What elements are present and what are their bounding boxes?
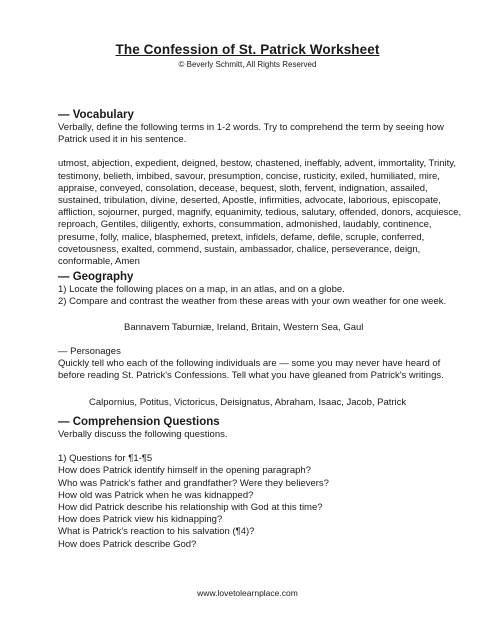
- question-group-label: 1) Questions for ¶1-¶5: [58, 453, 153, 465]
- page-title: The Confession of St. Patrick Worksheet: [115, 42, 380, 57]
- personages-names: Calpornius, Potitus, Victoricus, Deisignatus, Abraham, Isaac, Jacob, Patrick: [89, 396, 407, 408]
- personages-heading: — Personages: [58, 346, 121, 357]
- geography-heading: — Geography: [58, 271, 134, 283]
- question-item: How does Patrick view his kidnapping?: [58, 514, 223, 526]
- geography-instruction: 1) Locate the following places on a map, in an atlas, and on a globe.: [58, 284, 345, 295]
- vocabulary-instructions-line: Patrick used it in his sentence.: [58, 134, 187, 146]
- question-item: What is Patrick's reaction to his salvation (¶4)?: [58, 526, 255, 538]
- vocabulary-terms-line: appraise, conveyed, consolation, decease, bequest, sloth, fervent, indignation, assailed,: [58, 182, 428, 194]
- vocabulary-terms-line: presume, folly, malice, blasphemed, pretext, infidels, defame, defile, scruple, conferred,: [58, 231, 425, 243]
- geography-instruction: 2) Compare and contrast the weather from these areas with your own weather for one week.: [58, 296, 447, 308]
- vocabulary-terms-line: conformable, Amen: [58, 256, 140, 268]
- geography-places: Bannavem Taburniæ, Ireland, Britain, Western Sea, Gaul: [124, 322, 364, 334]
- personages-section: [58, 346, 458, 409]
- vocabulary-heading: — Vocabulary: [58, 109, 134, 121]
- personages-instructions-line: Quickly tell who each of the following individuals are — some you may never have heard of: [58, 358, 441, 370]
- question-item: How old was Patrick when he was kidnapped?: [58, 489, 254, 501]
- question-item: How did Patrick describe his relationship with God at this time?: [58, 502, 323, 514]
- comprehension-instructions: Verbally discuss the following questions.: [58, 429, 228, 440]
- question-item: How does Patrick describe God?: [58, 538, 197, 550]
- footer-url: www.lovetolearnplace.com: [197, 588, 298, 598]
- vocabulary-terms-line: testimony, belieth, imbibed, savour, presumption, concise, rusticity, exiled, humiliated, mire,: [58, 170, 440, 182]
- question-item: Who was Patrick's father and grandfather? Were they believers?: [58, 477, 329, 489]
- question-item: How does Patrick identify himself in the opening paragraph?: [58, 465, 311, 477]
- vocabulary-section: [58, 108, 462, 268]
- vocabulary-terms-line: affliction, sojourner, purged, magnify, equanimity, tedious, salutary, offended, donors, acquiesce,: [58, 207, 462, 219]
- vocabulary-terms-line: reproach, Gentiles, diligently, exhorts, consummation, admonished, laudably, continence,: [58, 219, 432, 231]
- vocabulary-terms-line: utmost, abjection, expedient, deigned, bestow, chastened, ineffably, advent, immortality, Trinity,: [58, 158, 456, 170]
- geography-section: [58, 270, 458, 335]
- copyright-notice: © Beverly Schmitt, All Rights Reserved: [178, 60, 317, 69]
- vocabulary-terms-line: sustained, tribulation, divine, deserted, Apostle, infirmities, advocate, laborious, episcopate,: [58, 195, 441, 207]
- vocabulary-instructions-line: Verbally, define the following terms in 1-2 words. Try to comprehend the term by seeing how: [58, 122, 444, 133]
- comprehension-section: [58, 415, 458, 551]
- comprehension-heading: — Comprehension Questions: [58, 416, 220, 428]
- personages-instructions-line: before reading St. Patrick's Confessions. Tell what you have gleaned from Patrick's writings.: [58, 370, 444, 382]
- vocabulary-terms-line: covetousness, exalted, commend, sustain, ambassador, chalice, perseverance, deign,: [58, 243, 421, 255]
